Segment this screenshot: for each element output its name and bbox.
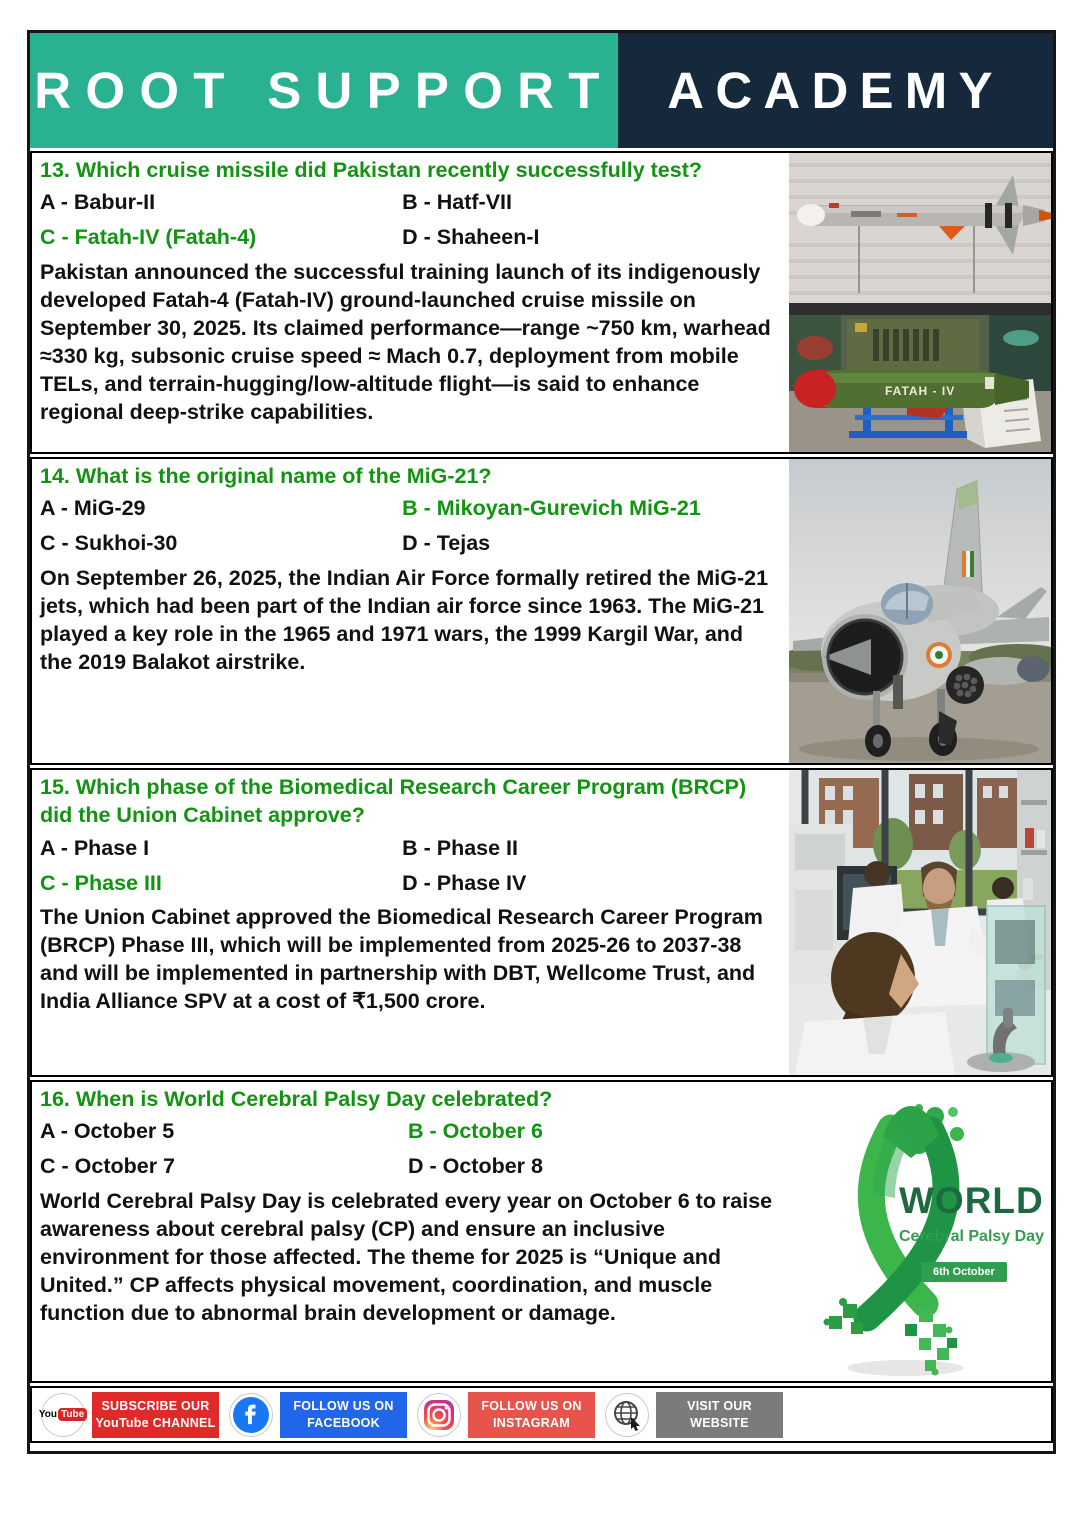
question-16-options [40, 1114, 791, 1184]
option-d: D - Phase IV [402, 870, 527, 895]
social-footer [30, 1386, 1053, 1443]
fatah-missile-photo [789, 153, 1051, 452]
question-16-title: 16. When is World Cerebral Palsy Day celebrated? [40, 1087, 553, 1111]
question-13-text [32, 153, 789, 452]
missile-stencil-label: FATAH - IV [885, 384, 956, 398]
question-card-14 [30, 457, 1053, 765]
facebook-group [229, 1392, 407, 1438]
option-a: A - Phase I [40, 835, 150, 860]
website-group [605, 1392, 783, 1438]
follow-instagram-button[interactable]: FOLLOW US ON INSTAGRAM [468, 1392, 595, 1438]
option-b: B - Hatf-VII [402, 190, 512, 215]
brand-root-support: ROOT SUPPORT [34, 62, 614, 119]
option-c: C - Sukhoi-30 [40, 531, 178, 556]
option-a: A - October 5 [40, 1119, 175, 1144]
question-13-options [40, 185, 779, 255]
brand-right-panel [618, 33, 1053, 148]
question-15-options [40, 831, 779, 901]
question-14-explanation: On September 26, 2025, the Indian Air Force formally retired the MiG-21 jets, which had been part of the Indian air force since 1963. The MiG-21 played a key role in the 1965 and 1971 wars, the 1999 Kargil War, and the 2019 Balakot airstrike. [40, 566, 769, 674]
instagram-icon[interactable] [417, 1393, 461, 1437]
youtube-icon-tube-text: Tube [58, 1408, 87, 1421]
question-15-text [32, 770, 789, 1075]
option-d: D - October 8 [407, 1154, 543, 1179]
question-14-text [32, 459, 789, 763]
option-b: B - Phase II [402, 835, 519, 860]
cerebral-palsy-day-logo [801, 1082, 1051, 1381]
brand-academy: ACADEMY [667, 62, 1004, 119]
youtube-group [38, 1392, 219, 1438]
facebook-icon[interactable] [229, 1393, 273, 1437]
mig21-photo [789, 459, 1051, 763]
instagram-group [417, 1392, 595, 1438]
cp-logo-canvas [801, 1082, 1051, 1381]
question-15-explanation: The Union Cabinet approved the Biomedical Research Career Program (BRCP) Phase III, which will be implemented from 2025-26 to 2037-38 and will be implemented in partnership with DBT, Wellcome Trust, and India Alliance SPV at a cost of ₹1,500 crore. [40, 905, 763, 1014]
cp-world-title: WORLD [899, 1180, 1044, 1221]
question-card-16 [30, 1080, 1053, 1383]
question-16-text [32, 1082, 801, 1381]
youtube-icon-you-text: You [38, 1409, 57, 1420]
option-a: A - Babur-II [40, 190, 156, 215]
option-c: C - Phase III [40, 870, 162, 895]
question-13-title: 13. Which cruise missile did Pakistan recently successfully test? [40, 158, 702, 182]
lab-illustration [789, 770, 1051, 1075]
question-15-title: 15. Which phase of the Biomedical Research Career Program (BRCP) did the Union Cabinet approve? [40, 775, 747, 828]
youtube-icon[interactable] [38, 1393, 85, 1437]
question-16-explanation: World Cerebral Palsy Day is celebrated every year on October 6 to raise awareness about cerebral palsy (CP) and ensure an inclusive environment for those affected. The theme for 2025 is “Unique and United.” CP affects physical movement, coordination, and muscle function due to abnormal brain development or damage. [40, 1189, 773, 1325]
cp-logo-text [899, 1182, 1049, 1282]
question-13-explanation: Pakistan announced the successful training launch of its indigenously developed Fatah-4 (Fatah-IV) ground-launched cruise missile on September 30, 2025. Its claimed performance—range ~750 km, warhead ≈330 kg, subsonic cruise speed ≈ Mach 0.7, deployment from mobile TELs, and terrain-hugging/low-altitude flight—is said to enhance regional deep-strike capabilities. [40, 260, 771, 424]
question-14-title: 14. What is the original name of the MiG-21? [40, 464, 492, 488]
page-frame [27, 30, 1056, 1454]
question-card-15 [30, 768, 1053, 1077]
subscribe-youtube-button[interactable]: SUBSCRIBE OUR YouTube CHANNEL [92, 1392, 219, 1438]
option-a: A - MiG-29 [40, 496, 146, 521]
visit-website-button[interactable]: VISIT OUR WEBSITE [656, 1392, 783, 1438]
globe-icon[interactable] [605, 1393, 649, 1437]
header-banner [30, 33, 1053, 148]
cp-subtitle: Cerebral Palsy Day [899, 1228, 1044, 1245]
option-c: C - October 7 [40, 1154, 175, 1179]
biomedical-lab-photo [789, 770, 1051, 1075]
option-d: D - Shaheen-I [402, 225, 540, 250]
brand-left-panel [30, 33, 618, 148]
option-c: C - Fatah-IV (Fatah-4) [40, 225, 257, 250]
option-b: B - October 6 [407, 1119, 543, 1144]
option-d: D - Tejas [402, 531, 491, 556]
missile-illustration [789, 153, 1051, 452]
follow-facebook-button[interactable]: FOLLOW US ON FACEBOOK [280, 1392, 407, 1438]
cp-date-badge: 6th October [921, 1262, 1007, 1282]
option-b: B - Mikoyan-Gurevich MiG-21 [402, 496, 701, 521]
mig21-illustration [789, 459, 1051, 763]
question-card-13 [30, 151, 1053, 454]
question-14-options [40, 491, 779, 561]
